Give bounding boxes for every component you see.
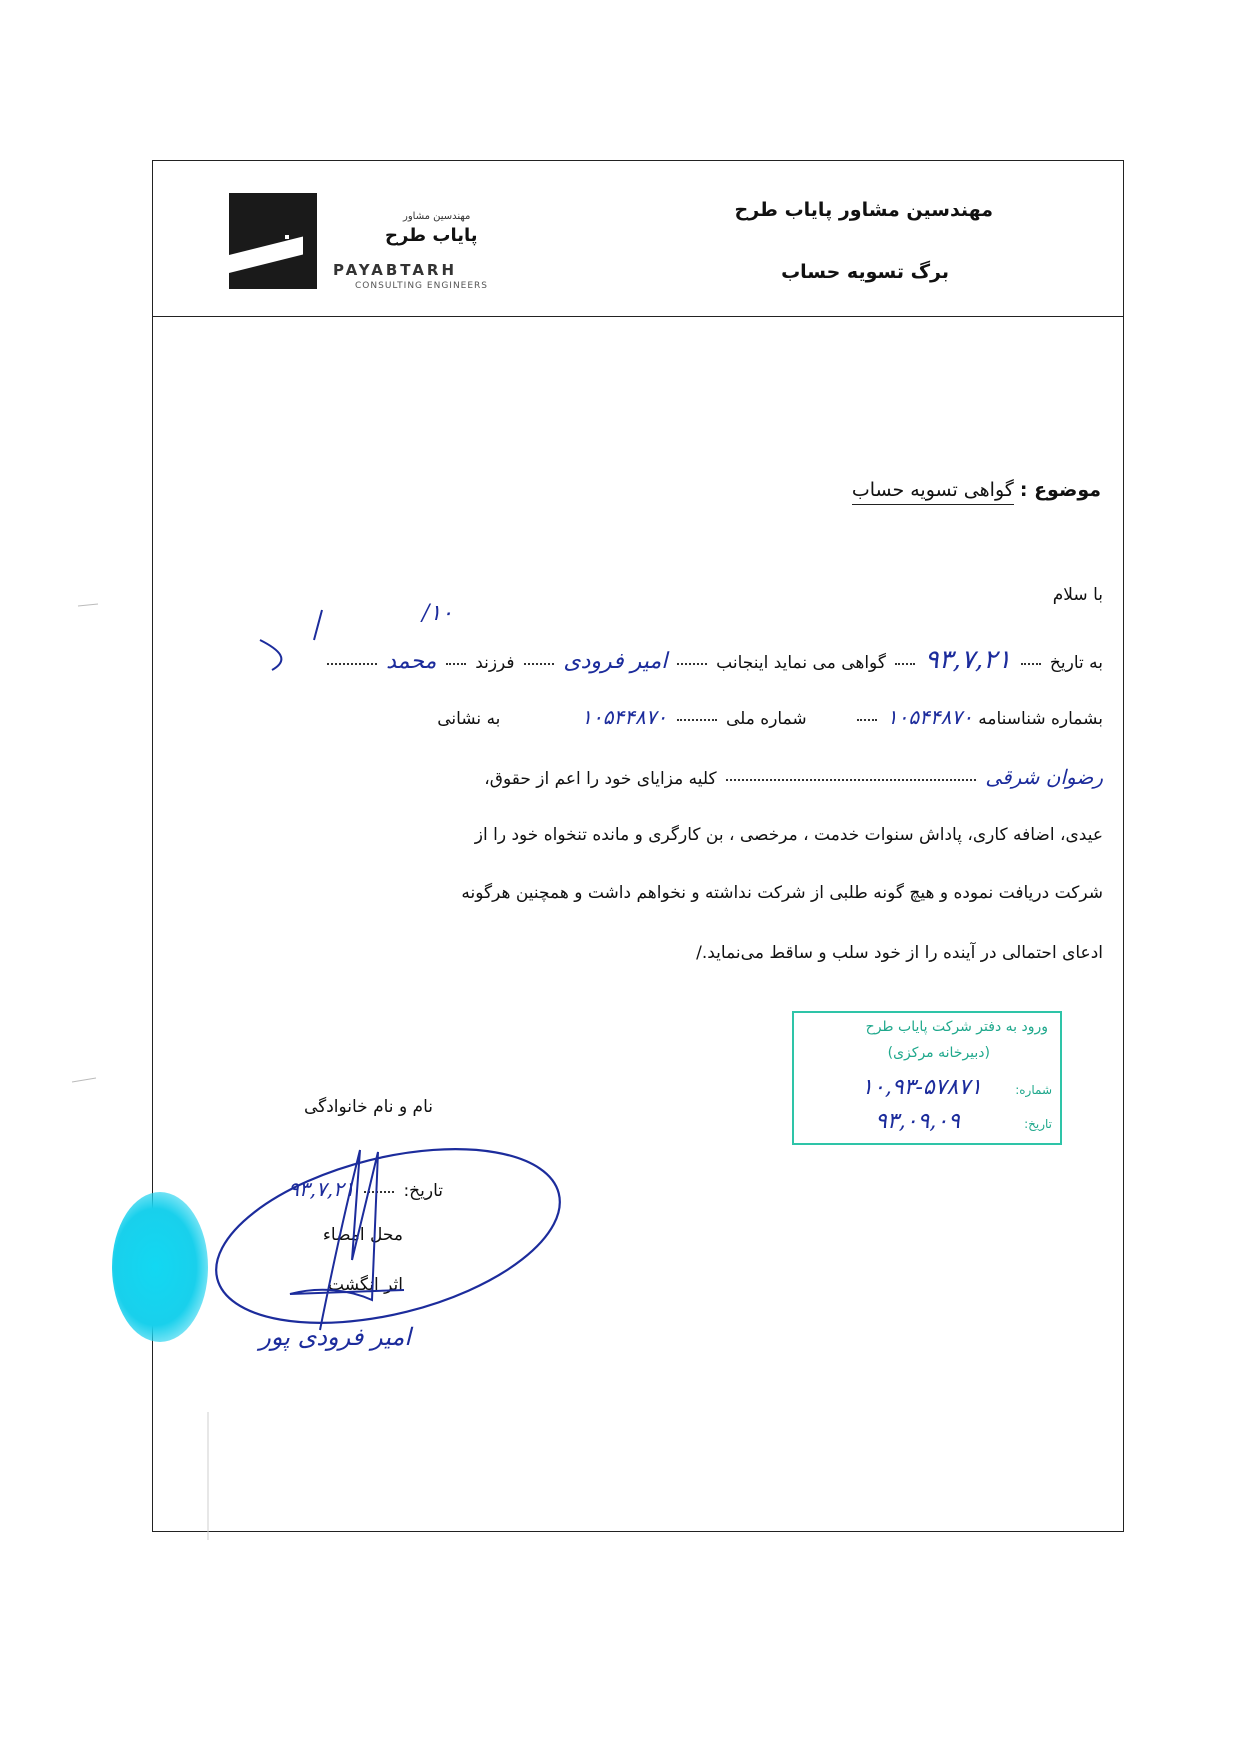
name-label: نام و نام خانوادگی [303,1097,433,1117]
stamp-number-label: شماره: [1015,1083,1052,1097]
handwritten-slash-mark [260,610,322,670]
stamp-line-1: ورود به دفتر شرکت پایاب طرح [865,1019,1048,1035]
line2-national-handwritten: ۱۰۵۴۴۸۷۰ [581,705,668,729]
fingerprint-label: اثر انگشت [328,1275,403,1295]
body-line-5: شرکت دریافت نموده و هیچ گونه طلبی از شرکت نداشته و نخواهم داشت و همچنین هرگونه [461,883,1103,903]
line2-prefix: بشماره شناسنامه [978,709,1103,729]
subject-label: موضوع : [1019,479,1101,501]
stamp-date-value: ۹۳,۰۹,۰۹ [875,1109,960,1134]
form-title: برگ تسویه حساب [781,261,949,283]
greeting: با سلام [1052,585,1103,605]
body-line-6: ادعای احتمالی در آینده را از خود سلب و ساقط می‌نماید./ [696,943,1103,963]
line1-mid: گواهی می نماید اینجانب [716,653,886,673]
body-line-4: عیدی، اضافه کاری، پاداش سنوات خدمت ، مرخصی ، بن کارگری و مانده تنخواه خود را از [474,825,1103,845]
line1-father-handwritten: محمد [386,649,437,674]
stamp-date-label: تاریخ: [1024,1117,1052,1131]
line1-name-handwritten: امیر فرودی [563,649,668,674]
line1-date-handwritten: ۹۳,۷,۲۱ [924,645,1012,675]
signature-date-label: تاریخ: [403,1181,443,1201]
handwritten-name: امیر فرودی پور [259,1323,411,1351]
logo-english-subtitle: CONSULTING ENGINEERS [355,281,489,291]
logo-small-text: مهندسین مشاور [403,211,471,222]
signature-oval [198,1118,577,1355]
stamp-line-2: (دبیرخانه مرکزی) [887,1045,990,1061]
signature-stroke [290,1150,404,1330]
logo-persian-name: پایاب طرح [385,225,478,246]
company-name: مهندسین مشاور پایاب طرح [734,199,993,221]
subject-value: گواهی تسویه حساب [852,479,1014,505]
line3-address-handwritten: رضوان شرقی [985,765,1103,789]
line2-mid: شماره ملی [725,709,807,729]
signature-date-handwritten: ۹۳,۷,۲۱ [288,1177,355,1201]
margin-note-handwritten: ۱۰/ [421,601,453,626]
stamp-number-value: ۱۰,۹۳-۵۷۸۷۱ [861,1075,982,1100]
line2-id-handwritten: ۱۰۵۴۴۸۷۰ [886,705,973,729]
line3-suffix: کلیه مزایای خود را اعم از حقوق، [484,769,717,789]
line2-suffix: به نشانی [437,709,501,729]
sign-label: محل امضاء [322,1225,403,1245]
logo-english-name: PAYABTARH [333,261,458,279]
line1-suffix: فرزند [475,653,515,673]
line1-prefix: به تاریخ [1049,653,1103,673]
